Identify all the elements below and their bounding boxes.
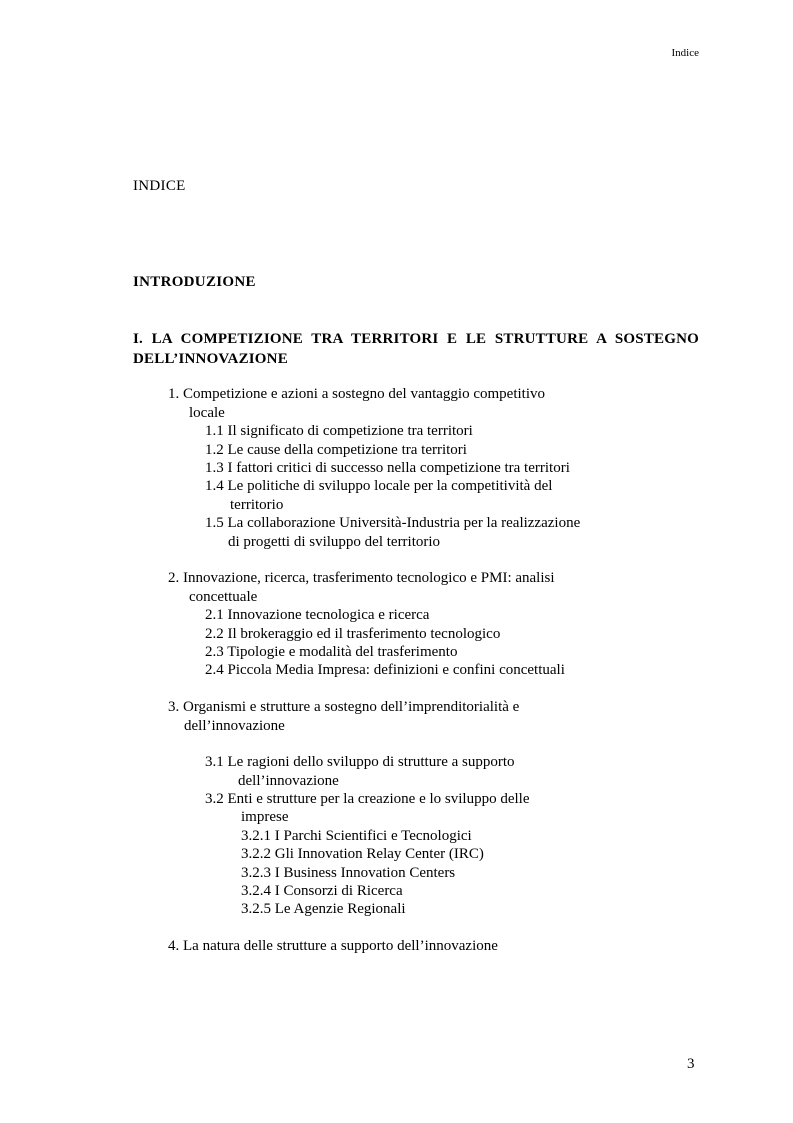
toc-subsection-1-1[interactable]: 1.1 Il significato di competizione tra territori [205, 423, 473, 439]
document-title: INDICE [133, 178, 186, 194]
toc-section-1-cont[interactable]: locale [189, 405, 225, 421]
toc-subsection-1-4-cont[interactable]: territorio [230, 497, 284, 513]
toc-subsection-2-3[interactable]: 2.3 Tipologie e modalità del trasferimento [205, 644, 458, 660]
page-number: 3 [687, 1056, 695, 1072]
toc-subsection-3-2-cont[interactable]: imprese [241, 809, 289, 825]
toc-section-3[interactable]: 3. Organismi e strutture a sostegno dell’imprenditorialità e [168, 699, 520, 715]
toc-chapter-heading[interactable]: I. LA COMPETIZIONE TRA TERRITORI E LE STRUTTURE A SOSTEGNO DELL’INNOVAZIONE [133, 331, 699, 367]
toc-section-2[interactable]: 2. Innovazione, ricerca, trasferimento tecnologico e PMI: analisi [168, 570, 555, 586]
toc-subsection-1-4[interactable]: 1.4 Le politiche di sviluppo locale per la competitività del [205, 478, 553, 494]
toc-subsection-2-2[interactable]: 2.2 Il brokeraggio ed il trasferimento tecnologico [205, 626, 501, 642]
toc-subsection-1-5-cont[interactable]: di progetti di sviluppo del territorio [228, 534, 441, 550]
toc-subsection-2-4[interactable]: 2.4 Piccola Media Impresa: definizioni e confini concettuali [205, 662, 565, 678]
toc-section-4[interactable]: 4. La natura delle strutture a supporto dell’innovazione [168, 938, 498, 954]
toc-subsection-2-1[interactable]: 2.1 Innovazione tecnologica e ricerca [205, 607, 430, 623]
toc-subsection-3-2[interactable]: 3.2 Enti e strutture per la creazione e lo sviluppo delle [205, 791, 530, 807]
toc-subsubsection-3-2-3[interactable]: 3.2.3 I Business Innovation Centers [241, 865, 456, 881]
toc-subsection-1-2[interactable]: 1.2 Le cause della competizione tra territori [205, 442, 467, 458]
toc-subsection-3-1[interactable]: 3.1 Le ragioni dello sviluppo di strutture a supporto [205, 754, 515, 770]
toc-subsection-1-3[interactable]: 1.3 I fattori critici di successo nella competizione tra territori [205, 460, 570, 476]
toc-subsubsection-3-2-4[interactable]: 3.2.4 I Consorzi di Ricerca [241, 883, 403, 899]
toc-subsubsection-3-2-5[interactable]: 3.2.5 Le Agenzie Regionali [241, 901, 406, 917]
toc-section-1[interactable]: 1. Competizione e azioni a sostegno del vantaggio competitivo [168, 386, 545, 402]
toc-subsection-3-1-cont[interactable]: dell’innovazione [238, 773, 339, 789]
toc-introduction[interactable]: INTRODUZIONE [133, 274, 256, 290]
toc-subsubsection-3-2-1[interactable]: 3.2.1 I Parchi Scientifici e Tecnologici [241, 828, 472, 844]
toc-subsubsection-3-2-2[interactable]: 3.2.2 Gli Innovation Relay Center (IRC) [241, 846, 484, 862]
running-header: Indice [671, 47, 699, 59]
toc-section-2-cont[interactable]: concettuale [189, 589, 258, 605]
toc-subsection-1-5[interactable]: 1.5 La collaborazione Università-Industria per la realizzazione [205, 515, 581, 531]
toc-section-3-cont[interactable]: dell’innovazione [184, 718, 285, 734]
